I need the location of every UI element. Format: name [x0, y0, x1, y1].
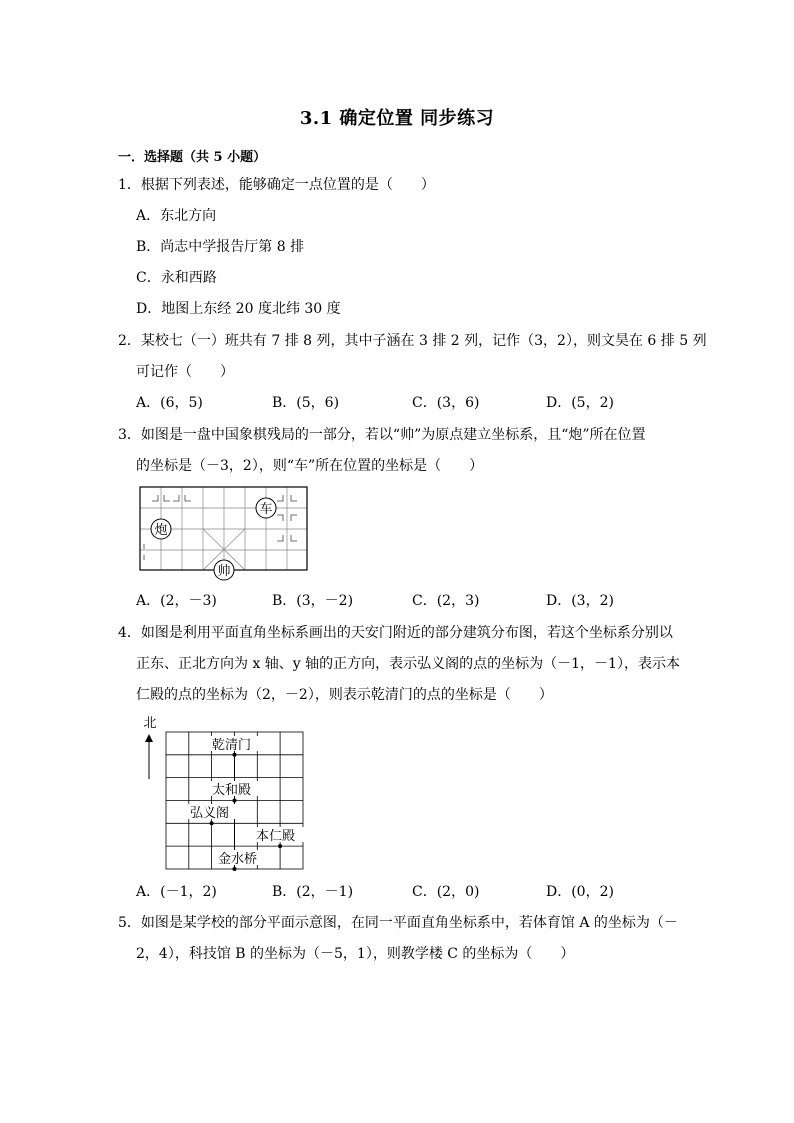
q3-stem-line2: 的坐标是（－3，2），则“车”所在位置的坐标是（ ） [136, 458, 484, 474]
place-hongyige: 弘义阁 [190, 806, 230, 821]
q3-option-a: A．(2，－3) [136, 593, 217, 609]
q4-stem-line3: 仁殿的点的坐标为（2，－2），则表示乾清门的点的坐标是（ ） [136, 687, 553, 703]
north-arrow-icon [143, 716, 156, 779]
svg-text:帅: 帅 [217, 564, 231, 579]
place-jinshuiqiao: 金水桥 [218, 852, 258, 867]
piece-pao [151, 519, 171, 539]
q3-option-b: B．(3，－2) [272, 593, 354, 609]
q2-option-c: C．(3，6) [412, 395, 480, 411]
piece-shuai [214, 560, 234, 580]
place-benrendian: 本仁殿 [256, 829, 296, 844]
q4-stem-line2: 正东、正北方向为 x 轴、y 轴的正方向，表示弘义阁的点的坐标为（－1，－1），表示本 [136, 656, 680, 672]
q1-option-c: C．永和西路 [136, 270, 217, 286]
q4-stem-line1: 4．如图是利用平面直角坐标系画出的天安门附近的部分建筑分布图，若这个坐标系分别以 [118, 625, 673, 641]
chess-board-figure [140, 487, 310, 583]
q1-option-d: D．地图上东经 20 度北纬 30 度 [136, 301, 341, 317]
q1-option-b: B．尚志中学报告厅第 8 排 [136, 239, 305, 255]
q2-option-d: D．(5，2) [546, 395, 614, 411]
q3-option-d: D．(3，2) [546, 593, 614, 609]
q4-option-b: B．(2，－1) [272, 884, 354, 900]
q2-option-b: B．(5，6) [272, 395, 340, 411]
svg-text:炮: 炮 [154, 523, 168, 538]
page-title: 3.1 确定位置 同步练习 [299, 108, 495, 129]
q5-stem-line2: 2，4），科技馆 B 的坐标为（－5，1），则教学楼 C 的坐标为（ ） [136, 946, 575, 962]
q1-stem: 1．根据下列表述，能够确定一点位置的是（ ） [118, 177, 435, 193]
q3-option-c: C．(2，3) [412, 593, 480, 609]
q4-option-a: A．(－1，2) [136, 884, 217, 900]
svg-text:车: 车 [259, 502, 273, 517]
q4-option-d: D．(0，2) [546, 884, 614, 900]
svg-text:北: 北 [143, 716, 157, 731]
place-taihedian: 太和殿 [212, 783, 252, 798]
q3-stem-line1: 3．如图是一盘中国象棋残局的一部分，若以“帅”为原点建立坐标系，且“炮”所在位置 [118, 427, 646, 443]
place-qianqingmen: 乾清门 [212, 738, 252, 753]
q1-option-a: A．东北方向 [136, 208, 217, 224]
tiananmen-map-figure [138, 714, 308, 874]
q2-option-a: A．(6，5) [136, 395, 203, 411]
q2-stem-line1: 2．某校七（一）班共有 7 排 8 列，其中子涵在 3 排 2 列，记作（3，2），则文昊在 6 排 5 列 [118, 333, 707, 349]
q2-stem-line2: 可记作（ ） [136, 364, 234, 380]
q5-stem-line1: 5．如图是某学校的部分平面示意图，在同一平面直角坐标系中，若体育馆 A 的坐标为（－ [118, 915, 678, 931]
q4-option-c: C．(2，0) [412, 884, 480, 900]
section-heading: 一．选择题（共 5 小题） [118, 150, 267, 165]
piece-che [256, 498, 276, 518]
